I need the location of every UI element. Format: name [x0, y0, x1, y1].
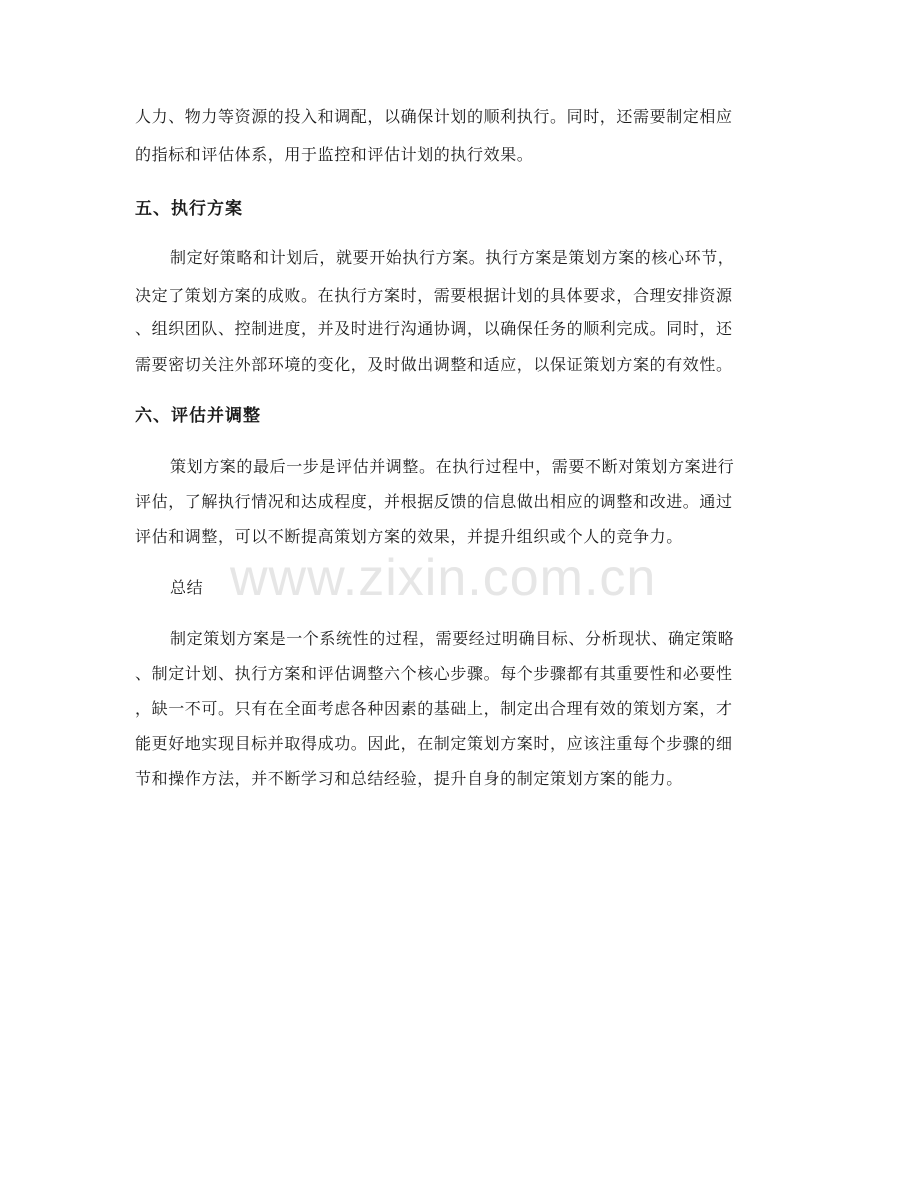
paragraph-line: 制定策划方案是一个系统性的过程，需要经过明确目标、分析现状、确定策略 — [170, 629, 735, 648]
paragraph-line: 策划方案的最后一步是评估并调整。在执行过程中，需要不断对策划方案进行 — [170, 457, 735, 476]
section-heading-5: 五、执行方案 — [135, 199, 243, 219]
paragraph-line: 决定了策划方案的成败。在执行方案时，需要根据计划的具体要求，合理安排资源 — [135, 286, 733, 305]
intro-line: 的指标和评估体系，用于监控和评估计划的执行效果。 — [135, 145, 534, 164]
paragraph-line: 、制定计划、执行方案和评估调整六个核心步骤。每个步骤都有其重要性和必要性 — [135, 664, 733, 683]
section-heading-6: 六、评估并调整 — [135, 406, 261, 426]
paragraph-line: 评估和调整，可以不断提高策划方案的效果，并提升组织或个人的竞争力。 — [135, 527, 683, 546]
paragraph-line: 能更好地实现目标并取得成功。因此，在制定策划方案时，应该注重每个步骤的细 — [135, 734, 733, 753]
intro-line: 人力、物力等资源的投入和调配，以确保计划的顺利执行。同时，还需要制定相应 — [135, 107, 733, 126]
paragraph-line: 节和操作方法，并不断学习和总结经验，提升自身的制定策划方案的能力。 — [135, 769, 683, 788]
paragraph-line: 、组织团队、控制进度，并及时进行沟通协调，以确保任务的顺利完成。同时，还 — [135, 319, 733, 338]
paragraph-line: ，缺一不可。只有在全面考虑各种因素的基础上，制定出合理有效的策划方案，才 — [135, 699, 733, 718]
paragraph-line: 制定好策略和计划后，就要开始执行方案。执行方案是策划方案的核心环节， — [170, 248, 735, 267]
paragraph-line: 需要密切关注外部环境的变化，及时做出调整和适应，以保证策划方案的有效性。 — [135, 355, 733, 374]
summary-label: 总结 — [170, 578, 204, 597]
watermark-text: www.zixin.com.cn — [230, 549, 657, 607]
paragraph-line: 评估，了解执行情况和达成程度，并根据反馈的信息做出相应的调整和改进。通过 — [135, 492, 733, 511]
